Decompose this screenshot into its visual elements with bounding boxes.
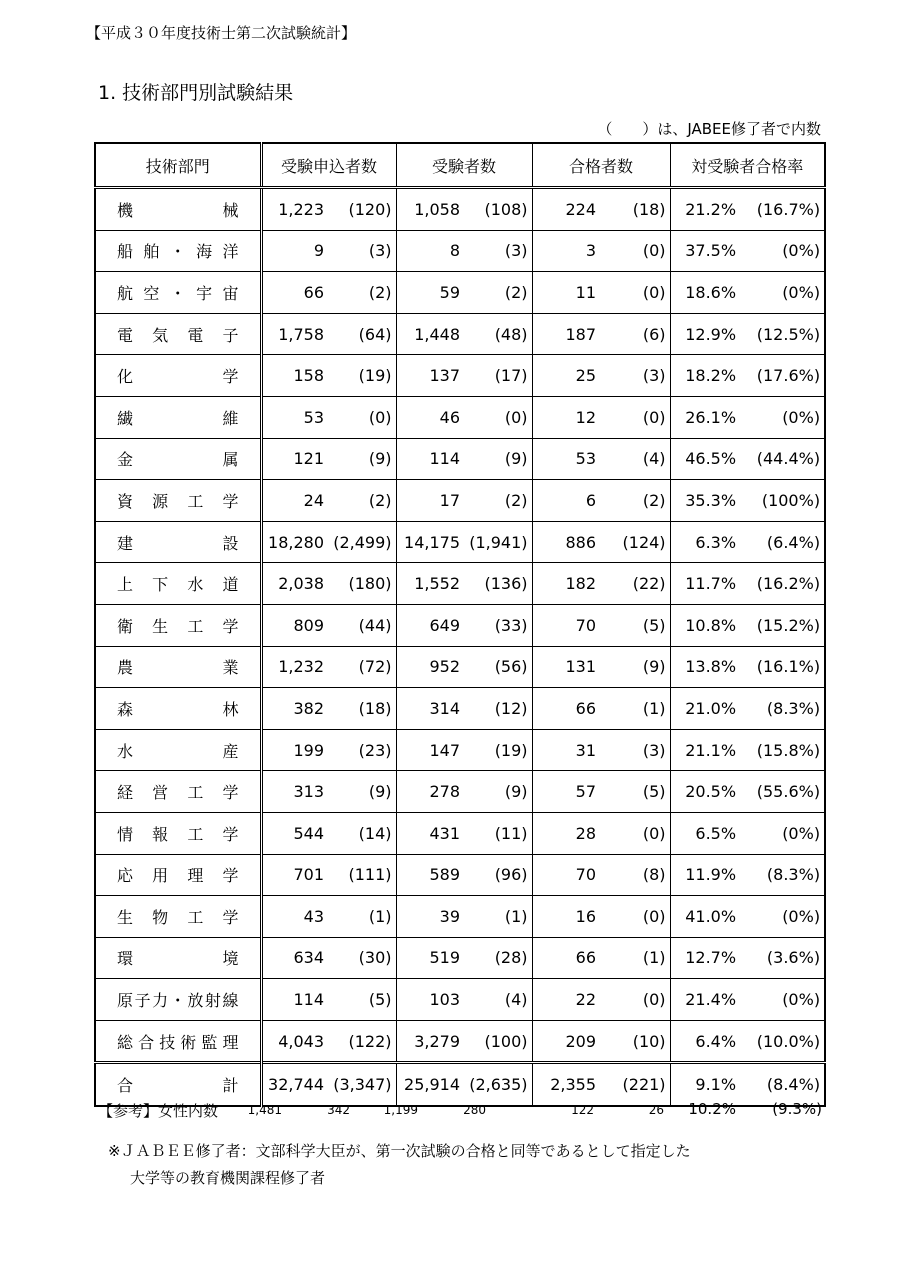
department-name — [95, 313, 261, 355]
department-label: 建設 — [117, 533, 239, 553]
examinees-count: 46 — [396, 396, 464, 438]
applicants-count: 24 — [261, 480, 328, 522]
department-name — [95, 396, 261, 438]
department-label: 生物工学 — [117, 907, 239, 927]
pass-rate: 21.4% — [670, 979, 740, 1021]
passers-jabee: (6) — [600, 313, 670, 355]
department-name — [95, 771, 261, 813]
pass-rate-jabee: (15.8%) — [740, 729, 825, 771]
examinees-count: 952 — [396, 646, 464, 688]
passers-count: 70 — [532, 604, 600, 646]
pass-rate: 18.6% — [670, 272, 740, 314]
examinees-jabee: (3) — [464, 230, 532, 272]
examinees-jabee: (2,635) — [464, 1063, 532, 1106]
header-examinees: 受験者数 — [396, 143, 532, 188]
pass-rate: 10.8% — [670, 604, 740, 646]
table-row — [95, 771, 825, 813]
table-row — [95, 230, 825, 272]
header-passers: 合格者数 — [532, 143, 670, 188]
table-row — [95, 937, 825, 979]
pass-rate: 37.5% — [670, 230, 740, 272]
examinees-jabee: (19) — [464, 729, 532, 771]
applicants-count: 1,232 — [261, 646, 328, 688]
department-label: 電気電子 — [117, 325, 239, 345]
applicants-jabee: (3) — [328, 230, 396, 272]
pass-rate-jabee: (0%) — [740, 812, 825, 854]
applicants-jabee: (120) — [328, 188, 396, 231]
department-label: 環境 — [117, 949, 239, 969]
pass-rate: 41.0% — [670, 896, 740, 938]
pass-rate: 26.1% — [670, 396, 740, 438]
table-row — [95, 521, 825, 563]
reference-value: (9.3%) — [772, 1100, 822, 1118]
pass-rate-jabee: (0%) — [740, 979, 825, 1021]
applicants-count: 121 — [261, 438, 328, 480]
applicants-jabee: (111) — [328, 854, 396, 896]
pass-rate-jabee: (17.6%) — [740, 355, 825, 397]
footnote-line1: ※ＪＡＢＥＥ修了者：文部科学大臣が、第一次試験の合格と同等であるとして指定した — [108, 1142, 691, 1160]
pass-rate-jabee: (8.3%) — [740, 854, 825, 896]
applicants-jabee: (64) — [328, 313, 396, 355]
table-row — [95, 688, 825, 730]
examinees-count: 114 — [396, 438, 464, 480]
pass-rate-jabee: (0%) — [740, 230, 825, 272]
table-body — [95, 188, 825, 1107]
department-label: 応用理学 — [117, 866, 239, 886]
pass-rate-jabee: (6.4%) — [740, 521, 825, 563]
pass-rate-jabee: (10.0%) — [740, 1020, 825, 1063]
table-header-row — [95, 143, 825, 188]
examinees-count: 25,914 — [396, 1063, 464, 1106]
passers-count: 12 — [532, 396, 600, 438]
passers-jabee: (0) — [600, 896, 670, 938]
examinees-count: 431 — [396, 812, 464, 854]
table-row — [95, 896, 825, 938]
pass-rate: 6.5% — [670, 812, 740, 854]
examinees-jabee: (1,941) — [464, 521, 532, 563]
department-label: 原子力・放射線 — [117, 991, 239, 1011]
department-name — [95, 937, 261, 979]
section-title: 1. 技術部門別試験結果 — [98, 82, 294, 104]
applicants-jabee: (2,499) — [328, 521, 396, 563]
table-row — [95, 188, 825, 231]
pass-rate-jabee: (3.6%) — [740, 937, 825, 979]
passers-count: 224 — [532, 188, 600, 231]
department-name — [95, 438, 261, 480]
header-applicants: 受験申込者数 — [261, 143, 396, 188]
table-row — [95, 355, 825, 397]
passers-count: 66 — [532, 688, 600, 730]
pass-rate-jabee: (100%) — [740, 480, 825, 522]
department-label: 船舶・海洋 — [117, 242, 239, 262]
applicants-count: 114 — [261, 979, 328, 1021]
pass-rate: 11.9% — [670, 854, 740, 896]
passers-jabee: (22) — [600, 563, 670, 605]
passers-jabee: (0) — [600, 396, 670, 438]
passers-jabee: (0) — [600, 272, 670, 314]
examinees-jabee: (96) — [464, 854, 532, 896]
examinees-count: 8 — [396, 230, 464, 272]
pass-rate: 18.2% — [670, 355, 740, 397]
department-label: 機械 — [117, 200, 239, 220]
department-name — [95, 188, 261, 231]
applicants-jabee: (9) — [328, 438, 396, 480]
passers-jabee: (1) — [600, 937, 670, 979]
passers-count: 886 — [532, 521, 600, 563]
applicants-count: 313 — [261, 771, 328, 813]
reference-value: 1,199 — [383, 1103, 418, 1117]
table-row — [95, 396, 825, 438]
pass-rate: 12.7% — [670, 937, 740, 979]
department-label: 農業 — [117, 658, 239, 678]
table-row — [95, 480, 825, 522]
examinees-count: 17 — [396, 480, 464, 522]
passers-jabee: (124) — [600, 521, 670, 563]
applicants-jabee: (44) — [328, 604, 396, 646]
applicants-count: 199 — [261, 729, 328, 771]
applicants-jabee: (0) — [328, 396, 396, 438]
pass-rate: 21.2% — [670, 188, 740, 231]
passers-count: 3 — [532, 230, 600, 272]
applicants-count: 701 — [261, 854, 328, 896]
applicants-jabee: (180) — [328, 563, 396, 605]
examinees-jabee: (136) — [464, 563, 532, 605]
department-name — [95, 646, 261, 688]
examinees-count: 147 — [396, 729, 464, 771]
examinees-jabee: (56) — [464, 646, 532, 688]
department-name — [95, 604, 261, 646]
applicants-count: 634 — [261, 937, 328, 979]
pass-rate: 13.8% — [670, 646, 740, 688]
applicants-count: 158 — [261, 355, 328, 397]
applicants-count: 809 — [261, 604, 328, 646]
department-label: 資源工学 — [117, 491, 239, 511]
department-label: 合計 — [117, 1076, 239, 1096]
passers-count: 31 — [532, 729, 600, 771]
examinees-jabee: (28) — [464, 937, 532, 979]
table-row — [95, 313, 825, 355]
table-row — [95, 438, 825, 480]
examinees-jabee: (1) — [464, 896, 532, 938]
examinees-jabee: (48) — [464, 313, 532, 355]
reference-label: 【参考】女性内数 — [98, 1102, 219, 1120]
pass-rate-jabee: (16.1%) — [740, 646, 825, 688]
applicants-count: 1,223 — [261, 188, 328, 231]
examinees-count: 137 — [396, 355, 464, 397]
applicants-count: 2,038 — [261, 563, 328, 605]
department-label: 情報工学 — [117, 824, 239, 844]
examinees-count: 1,448 — [396, 313, 464, 355]
pass-rate-jabee: (0%) — [740, 396, 825, 438]
passers-jabee: (10) — [600, 1020, 670, 1063]
pass-rate-jabee: (8.3%) — [740, 688, 825, 730]
reference-value: 1,481 — [247, 1103, 282, 1117]
examinees-count: 1,058 — [396, 188, 464, 231]
examinees-count: 1,552 — [396, 563, 464, 605]
table-row — [95, 604, 825, 646]
pass-rate: 21.1% — [670, 729, 740, 771]
pass-rate: 35.3% — [670, 480, 740, 522]
passers-jabee: (18) — [600, 188, 670, 231]
applicants-jabee: (5) — [328, 979, 396, 1021]
applicants-jabee: (72) — [328, 646, 396, 688]
pass-rate-jabee: (55.6%) — [740, 771, 825, 813]
department-label: 森林 — [117, 699, 239, 719]
department-label: 化学 — [117, 367, 239, 387]
department-name — [95, 272, 261, 314]
table-row — [95, 272, 825, 314]
department-label: 上下水道 — [117, 575, 239, 595]
applicants-jabee: (122) — [328, 1020, 396, 1063]
examinees-count: 519 — [396, 937, 464, 979]
reference-value: 342 — [327, 1103, 350, 1117]
passers-count: 2,355 — [532, 1063, 600, 1106]
table-row — [95, 854, 825, 896]
department-name — [95, 355, 261, 397]
passers-count: 66 — [532, 937, 600, 979]
department-name — [95, 521, 261, 563]
passers-jabee: (5) — [600, 771, 670, 813]
pass-rate-jabee: (0%) — [740, 896, 825, 938]
examinees-jabee: (2) — [464, 480, 532, 522]
applicants-jabee: (18) — [328, 688, 396, 730]
results-table — [94, 142, 826, 1107]
applicants-count: 18,280 — [261, 521, 328, 563]
pass-rate-jabee: (16.7%) — [740, 188, 825, 231]
table-row — [95, 729, 825, 771]
examinees-jabee: (12) — [464, 688, 532, 730]
passers-count: 70 — [532, 854, 600, 896]
page-header: 【平成３０年度技術士第二次試験統計】 — [86, 24, 357, 42]
department-label: 金属 — [117, 450, 239, 470]
pass-rate-jabee: (0%) — [740, 272, 825, 314]
passers-count: 182 — [532, 563, 600, 605]
passers-count: 22 — [532, 979, 600, 1021]
department-name — [95, 729, 261, 771]
passers-jabee: (3) — [600, 355, 670, 397]
examinees-jabee: (11) — [464, 812, 532, 854]
applicants-count: 43 — [261, 896, 328, 938]
table-row — [95, 1020, 825, 1063]
applicants-jabee: (9) — [328, 771, 396, 813]
reference-value: 10.2% — [688, 1100, 736, 1118]
examinees-count: 103 — [396, 979, 464, 1021]
applicants-count: 544 — [261, 812, 328, 854]
examinees-jabee: (9) — [464, 771, 532, 813]
examinees-count: 278 — [396, 771, 464, 813]
passers-jabee: (0) — [600, 979, 670, 1021]
passers-jabee: (4) — [600, 438, 670, 480]
applicants-jabee: (3,347) — [328, 1063, 396, 1106]
examinees-count: 39 — [396, 896, 464, 938]
pass-rate: 11.7% — [670, 563, 740, 605]
pass-rate: 21.0% — [670, 688, 740, 730]
examinees-jabee: (4) — [464, 979, 532, 1021]
department-label: 経営工学 — [117, 783, 239, 803]
passers-jabee: (0) — [600, 230, 670, 272]
passers-jabee: (0) — [600, 812, 670, 854]
passers-count: 16 — [532, 896, 600, 938]
pass-rate: 12.9% — [670, 313, 740, 355]
applicants-count: 9 — [261, 230, 328, 272]
examinees-jabee: (100) — [464, 1020, 532, 1063]
applicants-jabee: (1) — [328, 896, 396, 938]
examinees-count: 59 — [396, 272, 464, 314]
table-row — [95, 979, 825, 1021]
department-name — [95, 979, 261, 1021]
passers-count: 53 — [532, 438, 600, 480]
passers-count: 131 — [532, 646, 600, 688]
department-name — [95, 854, 261, 896]
pass-rate: 6.4% — [670, 1020, 740, 1063]
jabee-note: （ ）は、JABEE修了者で内数 — [597, 120, 821, 138]
passers-count: 209 — [532, 1020, 600, 1063]
passers-jabee: (2) — [600, 480, 670, 522]
pass-rate-jabee: (16.2%) — [740, 563, 825, 605]
reference-value: 280 — [463, 1103, 486, 1117]
applicants-jabee: (2) — [328, 272, 396, 314]
department-label: 衛生工学 — [117, 616, 239, 636]
header-department: 技術部門 — [95, 143, 261, 188]
passers-count: 11 — [532, 272, 600, 314]
applicants-jabee: (14) — [328, 812, 396, 854]
examinees-count: 3,279 — [396, 1020, 464, 1063]
passers-jabee: (221) — [600, 1063, 670, 1106]
passers-count: 57 — [532, 771, 600, 813]
department-name — [95, 812, 261, 854]
reference-value: 26 — [648, 1103, 664, 1117]
passers-count: 6 — [532, 480, 600, 522]
department-name — [95, 563, 261, 605]
applicants-count: 66 — [261, 272, 328, 314]
applicants-jabee: (2) — [328, 480, 396, 522]
passers-jabee: (5) — [600, 604, 670, 646]
table-row — [95, 646, 825, 688]
pass-rate: 20.5% — [670, 771, 740, 813]
pass-rate-jabee: (8.4%) — [740, 1063, 825, 1106]
reference-value: 122 — [571, 1103, 594, 1117]
applicants-jabee: (23) — [328, 729, 396, 771]
pass-rate-jabee: (15.2%) — [740, 604, 825, 646]
examinees-count: 589 — [396, 854, 464, 896]
applicants-count: 4,043 — [261, 1020, 328, 1063]
footnote-line2: 大学等の教育機関課程修了者 — [130, 1169, 326, 1187]
applicants-count: 32,744 — [261, 1063, 328, 1106]
applicants-jabee: (19) — [328, 355, 396, 397]
pass-rate: 6.3% — [670, 521, 740, 563]
department-name — [95, 480, 261, 522]
table-row — [95, 812, 825, 854]
pass-rate-jabee: (44.4%) — [740, 438, 825, 480]
header-pass-rate: 対受験者合格率 — [670, 143, 825, 188]
table-row — [95, 563, 825, 605]
department-label: 水産 — [117, 741, 239, 761]
passers-count: 25 — [532, 355, 600, 397]
department-label: 繊維 — [117, 408, 239, 428]
examinees-jabee: (108) — [464, 188, 532, 231]
examinees-jabee: (33) — [464, 604, 532, 646]
department-label: 航空・宇宙 — [117, 283, 239, 303]
passers-jabee: (3) — [600, 729, 670, 771]
applicants-count: 1,758 — [261, 313, 328, 355]
examinees-count: 649 — [396, 604, 464, 646]
examinees-count: 314 — [396, 688, 464, 730]
passers-count: 187 — [532, 313, 600, 355]
pass-rate-jabee: (12.5%) — [740, 313, 825, 355]
applicants-jabee: (30) — [328, 937, 396, 979]
passers-jabee: (1) — [600, 688, 670, 730]
department-label: 総合技術監理 — [117, 1032, 239, 1052]
department-name — [95, 1020, 261, 1063]
pass-rate: 46.5% — [670, 438, 740, 480]
examinees-jabee: (9) — [464, 438, 532, 480]
examinees-jabee: (2) — [464, 272, 532, 314]
applicants-count: 53 — [261, 396, 328, 438]
applicants-count: 382 — [261, 688, 328, 730]
department-name — [95, 688, 261, 730]
pass-rate: 9.1% — [670, 1063, 740, 1106]
department-name — [95, 230, 261, 272]
passers-jabee: (9) — [600, 646, 670, 688]
passers-count: 28 — [532, 812, 600, 854]
examinees-jabee: (0) — [464, 396, 532, 438]
passers-jabee: (8) — [600, 854, 670, 896]
examinees-count: 14,175 — [396, 521, 464, 563]
examinees-jabee: (17) — [464, 355, 532, 397]
department-name — [95, 896, 261, 938]
